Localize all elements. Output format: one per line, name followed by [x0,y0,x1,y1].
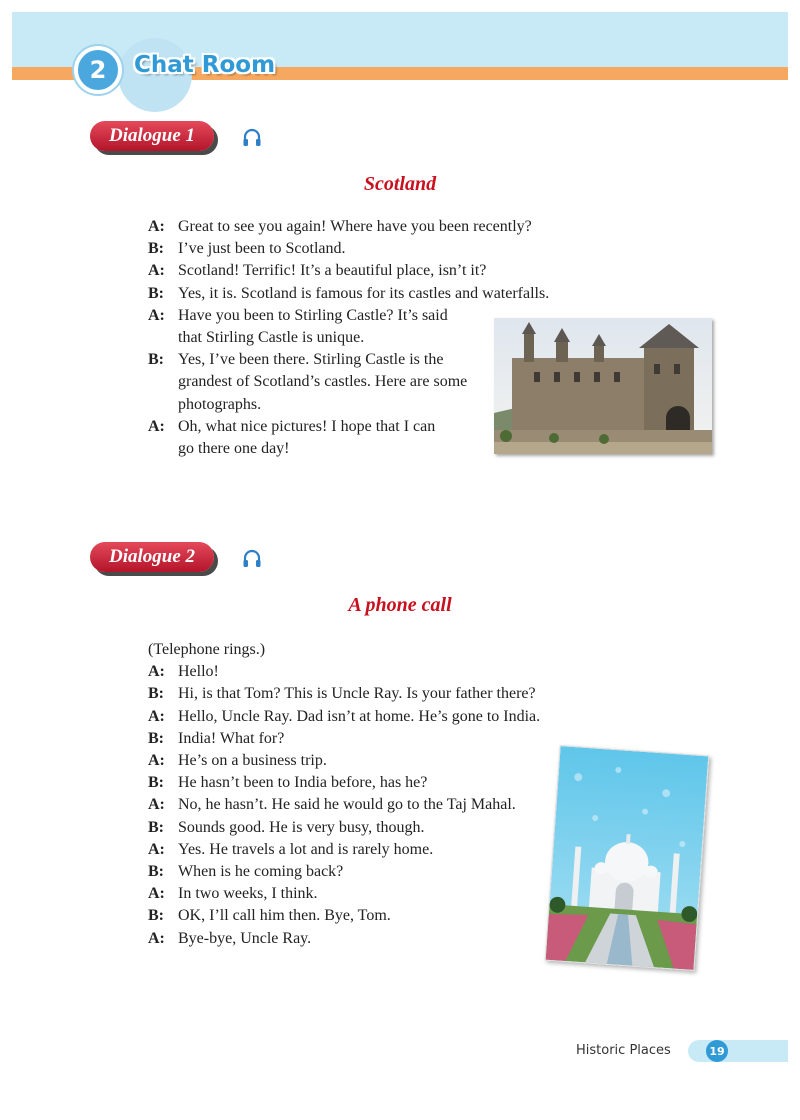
speaker-label: B: [148,818,164,836]
dialogue-2-text [148,639,568,950]
dialogue-line [148,794,568,816]
speaker-label: A: [148,663,165,681]
line-text: Scotland! Terrific! It’s a beautiful place, isn’t it? [178,262,487,280]
line-text: I’ve just been to Scotland. [178,240,346,258]
line-text: Great to see you again! Where have you been recently? [178,218,532,235]
line-text-part: grandest of Scotland’s castles. Here are some [178,373,468,391]
dialogue-line [148,683,568,705]
line-text: When is he coming back? [178,863,344,881]
speaker-label: B: [148,907,164,925]
section-number: 2 [74,46,122,94]
speaker-label: B: [148,774,164,792]
unit-title: Historic Places [576,1043,671,1058]
dialogue-1-label: Dialogue 1 [90,121,214,151]
speaker-label: A: [148,885,165,903]
line-text-part: go there one day! [178,440,290,458]
line-text: Yes. He travels a lot and is rarely home. [178,840,434,858]
line-text-part: photographs. [178,395,262,413]
dialogue-line [148,839,568,861]
dialogue-2-label: Dialogue 2 [90,542,214,572]
speaker-label: B: [148,685,164,703]
dialogue-line [148,238,708,260]
speaker-label: A: [148,262,165,280]
line-text-part: Have you been to Stirling Castle? It’s said [178,306,448,324]
speaker-label: B: [148,863,164,881]
line-text: Bye-bye, Uncle Ray. [178,929,312,947]
line-text-part: Yes, I’ve been there. Stirling Castle is the [178,351,444,369]
speaker-label: B: [148,284,164,302]
speaker-label: A: [148,840,165,858]
dialogue-line [148,905,568,927]
dialogue-line [148,260,708,282]
speaker-label: B: [148,240,164,258]
line-text-part: that Stirling Castle is unique. [178,329,365,347]
dialogue-line [148,861,568,883]
taj-mahal-photo [545,745,710,971]
speaker-label: B: [148,351,164,369]
dialogue-line [148,817,568,839]
headphones-icon[interactable] [242,549,262,569]
dialogue-1-title: Scotland [363,173,437,195]
dialogue-line [148,216,708,238]
dialogue-line [148,772,568,794]
stage-direction: (Telephone rings.) [148,641,266,658]
footer-band [688,1040,788,1062]
dialogue-line [148,750,568,772]
dialogue-line [148,661,568,683]
line-text: Sounds good. He is very busy, though. [178,818,425,836]
line-text: Hi, is that Tom? This is Uncle Ray. Is your father there? [178,685,536,703]
dialogue-line [148,283,708,305]
line-text: In two weeks, I think. [178,885,318,903]
speaker-label: A: [148,417,165,435]
line-text: Yes, it is. Scotland is famous for its castles and waterfalls. [178,284,550,302]
dialogue-line [148,883,568,905]
dialogue-2-title: A phone call [348,594,452,616]
line-text: Hello! [178,663,219,681]
speaker-label: A: [148,707,165,725]
dialogue-line [148,728,568,750]
speaker-label: A: [148,218,165,235]
stirling-castle-photo [494,318,712,454]
line-text-part: Oh, what nice pictures! I hope that I can [178,417,436,435]
speaker-label: A: [148,796,165,814]
dialogue-line [148,706,568,728]
headphones-icon[interactable] [242,128,262,148]
speaker-label: B: [148,729,164,747]
line-text: India! What for? [178,729,285,747]
speaker-label: A: [148,752,165,770]
line-text: Hello, Uncle Ray. Dad isn’t at home. He’s gone to India. [178,707,541,725]
line-text: No, he hasn’t. He said he would go to the Taj Mahal. [178,796,516,814]
speaker-label: A: [148,929,165,947]
section-title: Chat Room [134,52,276,78]
speaker-label: A: [148,306,165,324]
dialogue-line [148,928,568,950]
page-number: 19 [706,1040,728,1062]
line-text: He hasn’t been to India before, has he? [178,774,428,792]
line-text: He’s on a business trip. [178,752,327,770]
line-text: OK, I’ll call him then. Bye, Tom. [178,907,391,925]
